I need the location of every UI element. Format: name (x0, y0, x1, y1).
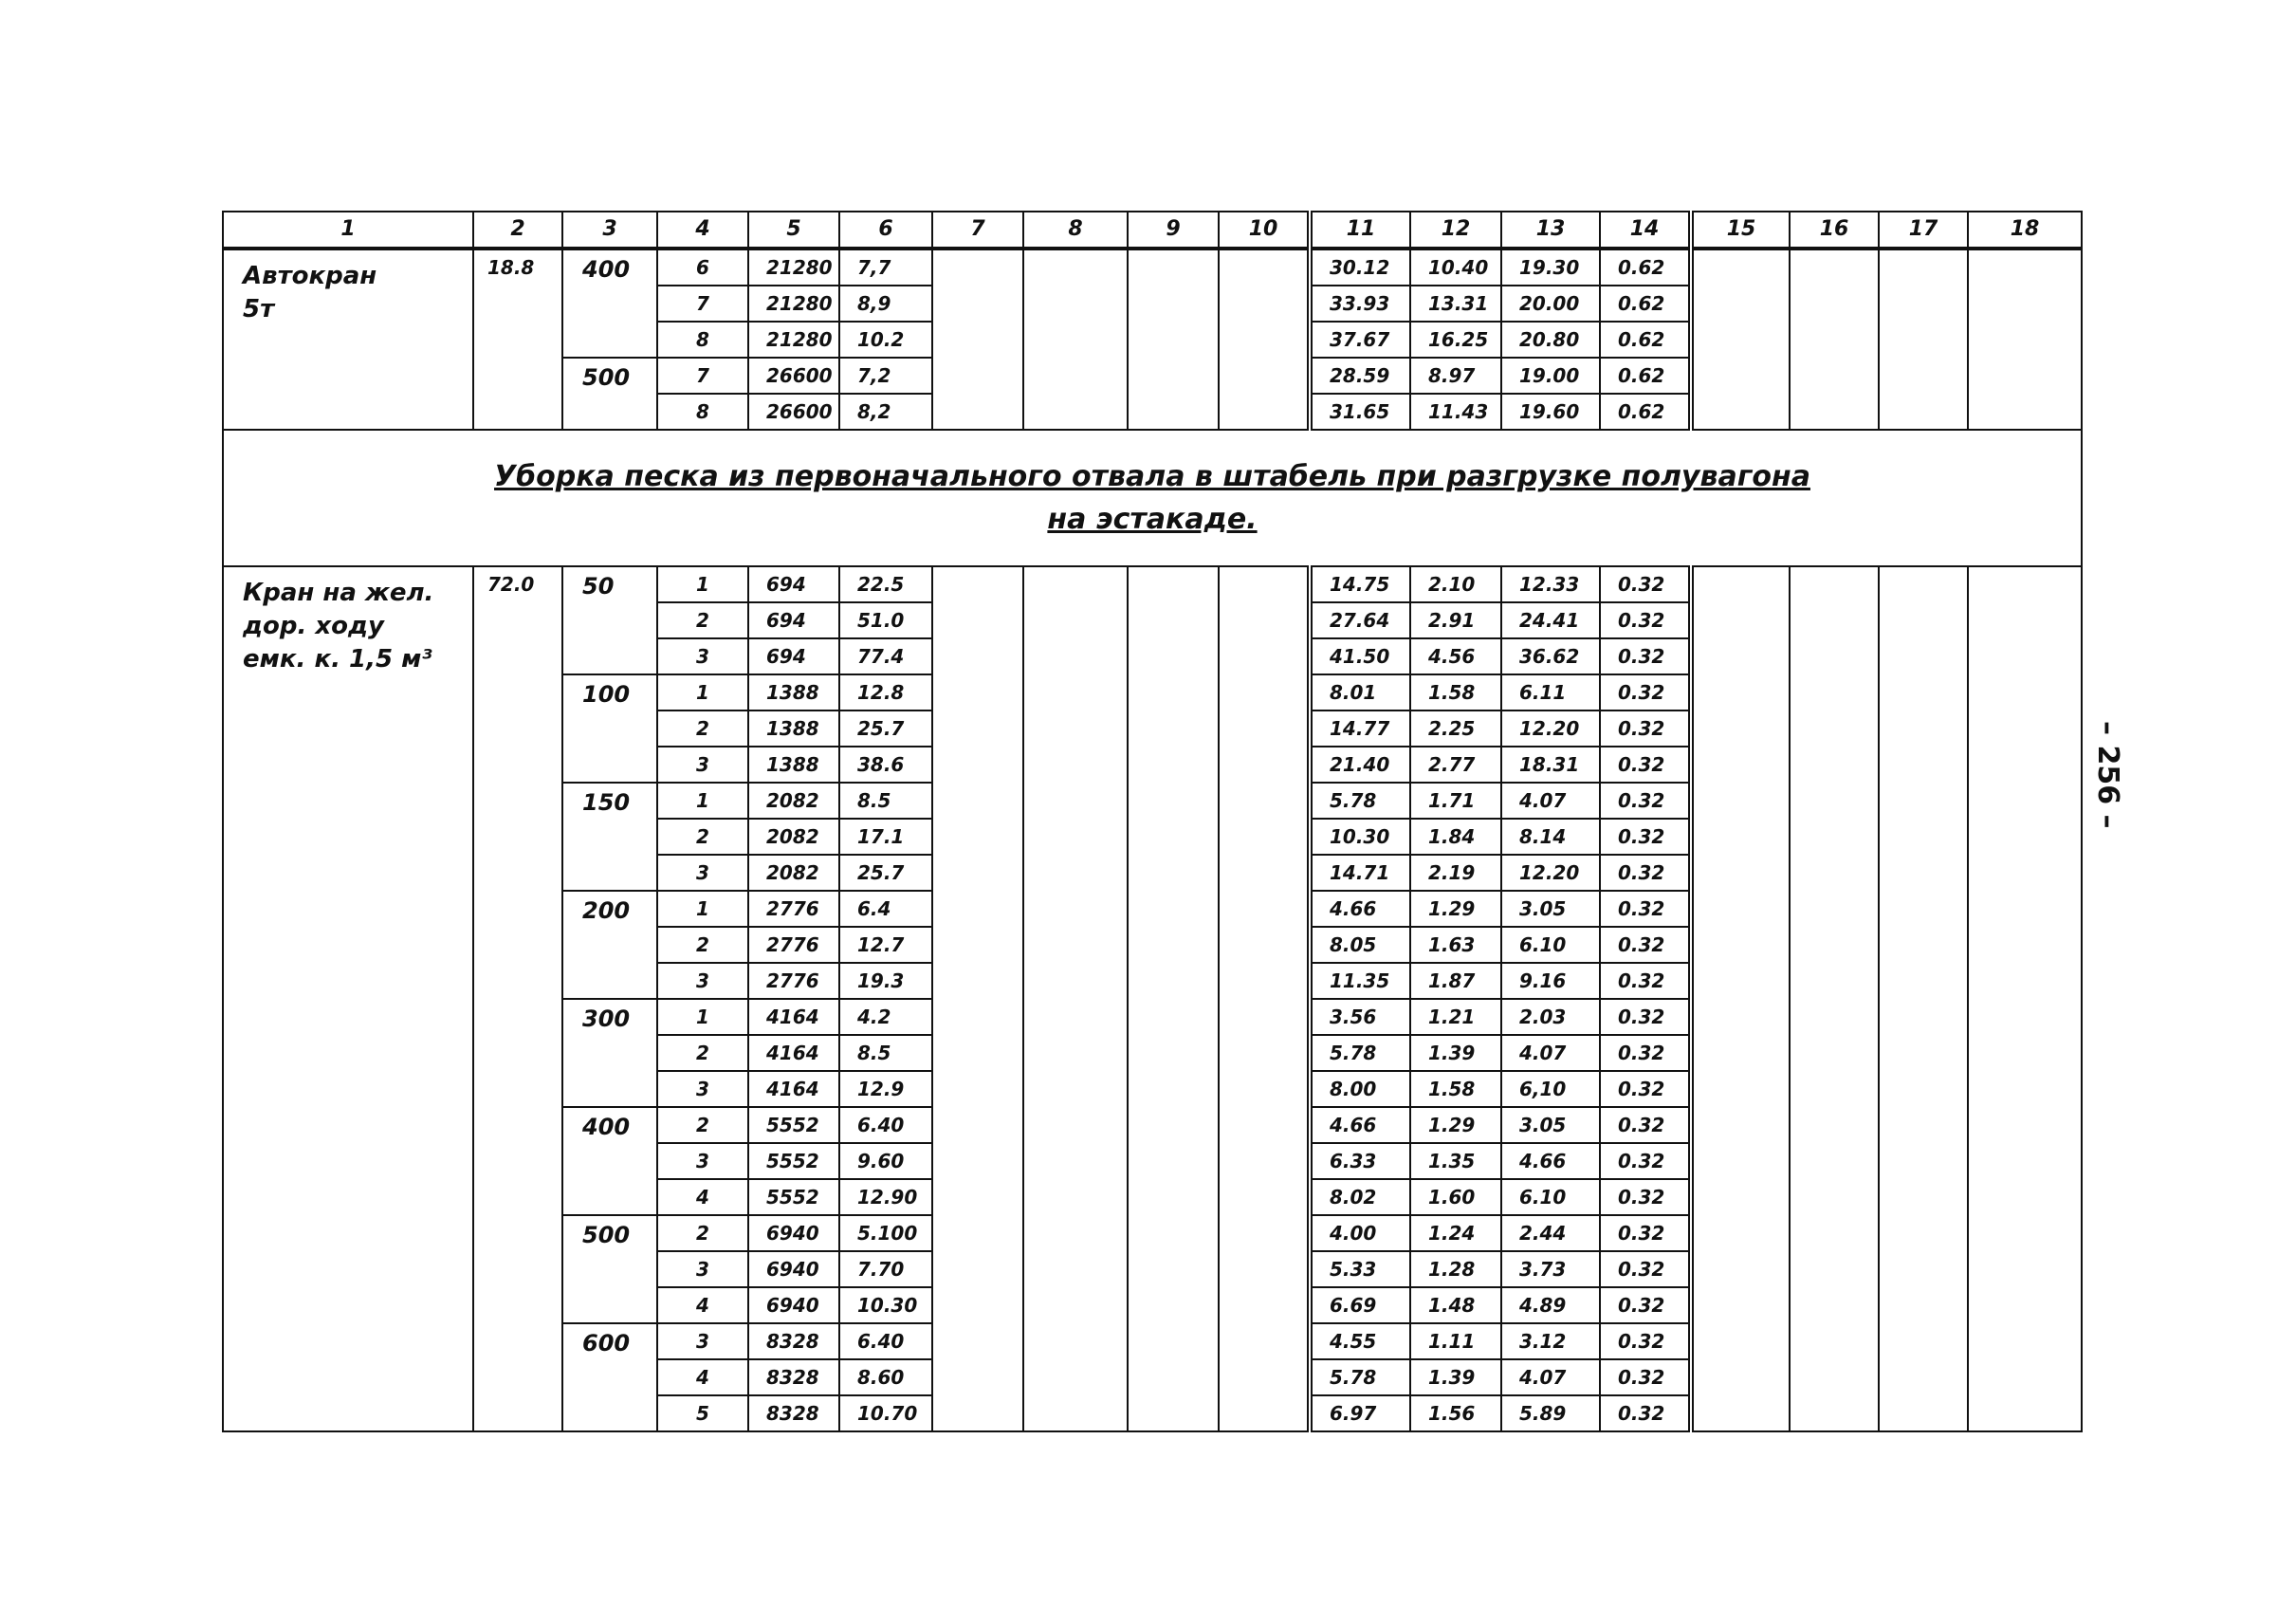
col5-value: 1388 (748, 674, 839, 710)
col6-value: 51.0 (839, 602, 932, 638)
col4-value: 1 (657, 783, 748, 819)
col12-value: 1.39 (1410, 1035, 1501, 1071)
col5-value: 694 (748, 602, 839, 638)
col11-value: 37.67 (1310, 322, 1410, 358)
col13-value: 4.07 (1501, 1035, 1600, 1071)
section-title-line: на эстакаде. (1047, 503, 1258, 536)
col6-value: 12.7 (839, 927, 932, 963)
col14-value: 0.32 (1600, 1359, 1691, 1395)
column-header: 10 (1219, 212, 1310, 249)
col4-value: 7 (657, 286, 748, 322)
col3-value: 500 (562, 1215, 657, 1323)
col6-value: 7,2 (839, 358, 932, 394)
col14-value: 0.32 (1600, 602, 1691, 638)
machine-name (223, 249, 473, 430)
col5-value: 8328 (748, 1359, 839, 1395)
section-title (223, 430, 2082, 566)
col13-value: 12.20 (1501, 710, 1600, 747)
col14-value: 0.32 (1600, 963, 1691, 999)
col6-value: 25.7 (839, 855, 932, 891)
col14-value: 0.62 (1600, 394, 1691, 430)
col14-value: 0.32 (1600, 1143, 1691, 1179)
col3-value: 600 (562, 1323, 657, 1431)
col4-value: 3 (657, 1251, 748, 1287)
col5-value: 2776 (748, 891, 839, 927)
empty-cell (1691, 566, 1790, 1431)
col13-value: 19.00 (1501, 358, 1600, 394)
col14-value: 0.32 (1600, 1215, 1691, 1251)
col4-value: 2 (657, 710, 748, 747)
col11-value: 27.64 (1310, 602, 1410, 638)
col12-value: 1.24 (1410, 1215, 1501, 1251)
col14-value: 0.62 (1600, 249, 1691, 286)
col13-value: 12.20 (1501, 855, 1600, 891)
col14-value: 0.32 (1600, 674, 1691, 710)
col4-value: 5 (657, 1395, 748, 1431)
col3-value: 500 (562, 358, 657, 430)
col4-value: 3 (657, 1071, 748, 1107)
col4-value: 3 (657, 1323, 748, 1359)
col4-value: 2 (657, 1107, 748, 1143)
col5-value: 21280 (748, 322, 839, 358)
col3-value: 50 (562, 566, 657, 674)
col11-value: 30.12 (1310, 249, 1410, 286)
col14-value: 0.32 (1600, 999, 1691, 1035)
col5-value: 1388 (748, 710, 839, 747)
column-header: 14 (1600, 212, 1691, 249)
col4-value: 2 (657, 1215, 748, 1251)
col11-value: 4.55 (1310, 1323, 1410, 1359)
col13-value: 4.07 (1501, 783, 1600, 819)
col12-value: 1.60 (1410, 1179, 1501, 1215)
col12-value: 1.35 (1410, 1143, 1501, 1179)
col5-value: 26600 (748, 394, 839, 430)
col4-value: 2 (657, 602, 748, 638)
col14-value: 0.32 (1600, 638, 1691, 674)
col5-value: 5552 (748, 1107, 839, 1143)
col11-value: 6.97 (1310, 1395, 1410, 1431)
col3-value: 100 (562, 674, 657, 783)
col5-value: 2082 (748, 783, 839, 819)
col6-value: 10.30 (839, 1287, 932, 1323)
col12-value: 2.19 (1410, 855, 1501, 891)
col12-value: 13.31 (1410, 286, 1501, 322)
empty-cell (1691, 249, 1790, 430)
col5-value: 694 (748, 566, 839, 602)
col11-value: 11.35 (1310, 963, 1410, 999)
empty-cell (1968, 249, 2082, 430)
col12-value: 1.11 (1410, 1323, 1501, 1359)
col13-value: 9.16 (1501, 963, 1600, 999)
col5-value: 1388 (748, 747, 839, 783)
col13-value: 12.33 (1501, 566, 1600, 602)
col12-value: 1.21 (1410, 999, 1501, 1035)
col12-value: 1.29 (1410, 891, 1501, 927)
empty-cell (932, 249, 1023, 430)
col5-value: 26600 (748, 358, 839, 394)
col12-value: 1.71 (1410, 783, 1501, 819)
machine-name-line: Автокран (243, 262, 377, 290)
col12-value: 1.56 (1410, 1395, 1501, 1431)
col4-value: 2 (657, 819, 748, 855)
col5-value: 6940 (748, 1215, 839, 1251)
col14-value: 0.32 (1600, 1251, 1691, 1287)
col14-value: 0.32 (1600, 855, 1691, 891)
column-header: 9 (1128, 212, 1219, 249)
empty-cell (1879, 566, 1968, 1431)
column-header: 13 (1501, 212, 1600, 249)
col11-value: 14.71 (1310, 855, 1410, 891)
col5-value: 5552 (748, 1179, 839, 1215)
col13-value: 4.66 (1501, 1143, 1600, 1179)
col13-value: 6.10 (1501, 927, 1600, 963)
table-row (223, 566, 2082, 602)
col6-value: 22.5 (839, 566, 932, 602)
column-header: 17 (1879, 212, 1968, 249)
col11-value: 6.33 (1310, 1143, 1410, 1179)
col6-value: 7.70 (839, 1251, 932, 1287)
col13-value: 6.11 (1501, 674, 1600, 710)
col14-value: 0.32 (1600, 1287, 1691, 1323)
col4-value: 2 (657, 1035, 748, 1071)
col13-value: 3.05 (1501, 891, 1600, 927)
col11-value: 8.01 (1310, 674, 1410, 710)
machine-name-line: Кран на жел. (243, 579, 434, 607)
col4-value: 2 (657, 927, 748, 963)
col11-value: 5.33 (1310, 1251, 1410, 1287)
col13-value: 3.12 (1501, 1323, 1600, 1359)
col14-value: 0.62 (1600, 286, 1691, 322)
col11-value: 28.59 (1310, 358, 1410, 394)
col11-value: 6.69 (1310, 1287, 1410, 1323)
col5-value: 8328 (748, 1323, 839, 1359)
col5-value: 4164 (748, 1071, 839, 1107)
col11-value: 8.05 (1310, 927, 1410, 963)
column-header: 15 (1691, 212, 1790, 249)
column-header: 3 (562, 212, 657, 249)
col4-value: 1 (657, 674, 748, 710)
col14-value: 0.32 (1600, 747, 1691, 783)
col5-value: 6940 (748, 1251, 839, 1287)
col14-value: 0.32 (1600, 1107, 1691, 1143)
col6-value: 38.6 (839, 747, 932, 783)
section-title-line: Уборка песка из первоначального отвала в штабель при разгрузке полувагона (494, 460, 1810, 493)
col11-value: 4.66 (1310, 891, 1410, 927)
col4-value: 8 (657, 322, 748, 358)
col11-value: 5.78 (1310, 1035, 1410, 1071)
column-header: 11 (1310, 212, 1410, 249)
norms-table (222, 211, 2083, 1432)
col2-value: 72.0 (473, 566, 562, 1431)
col4-value: 4 (657, 1359, 748, 1395)
col11-value: 33.93 (1310, 286, 1410, 322)
col12-value: 2.10 (1410, 566, 1501, 602)
col14-value: 0.32 (1600, 1395, 1691, 1431)
column-header: 1 (223, 212, 473, 249)
col6-value: 6.40 (839, 1107, 932, 1143)
col14-value: 0.32 (1600, 1071, 1691, 1107)
col13-value: 4.07 (1501, 1359, 1600, 1395)
col5-value: 2082 (748, 819, 839, 855)
empty-cell (932, 566, 1023, 1431)
col13-value: 36.62 (1501, 638, 1600, 674)
col11-value: 5.78 (1310, 783, 1410, 819)
col3-value: 200 (562, 891, 657, 999)
col11-value: 41.50 (1310, 638, 1410, 674)
col11-value: 5.78 (1310, 1359, 1410, 1395)
col5-value: 4164 (748, 1035, 839, 1071)
col14-value: 0.32 (1600, 927, 1691, 963)
col11-value: 4.66 (1310, 1107, 1410, 1143)
col11-value: 31.65 (1310, 394, 1410, 430)
col5-value: 4164 (748, 999, 839, 1035)
machine-name-line: 5т (243, 295, 275, 324)
column-header: 5 (748, 212, 839, 249)
col13-value: 6,10 (1501, 1071, 1600, 1107)
col12-value: 1.29 (1410, 1107, 1501, 1143)
col6-value: 10.70 (839, 1395, 932, 1431)
col6-value: 12.90 (839, 1179, 932, 1215)
col12-value: 4.56 (1410, 638, 1501, 674)
col4-value: 4 (657, 1287, 748, 1323)
col13-value: 24.41 (1501, 602, 1600, 638)
machine-name (223, 566, 473, 1431)
col4-value: 1 (657, 566, 748, 602)
col6-value: 77.4 (839, 638, 932, 674)
col4-value: 3 (657, 855, 748, 891)
table-body (223, 212, 2082, 1431)
col14-value: 0.32 (1600, 1323, 1691, 1359)
col5-value: 2776 (748, 927, 839, 963)
col6-value: 19.3 (839, 963, 932, 999)
col13-value: 19.60 (1501, 394, 1600, 430)
column-header: 6 (839, 212, 932, 249)
empty-cell (1023, 566, 1128, 1431)
col14-value: 0.32 (1600, 1179, 1691, 1215)
col11-value: 14.75 (1310, 566, 1410, 602)
col5-value: 6940 (748, 1287, 839, 1323)
col3-value: 150 (562, 783, 657, 891)
column-header: 18 (1968, 212, 2082, 249)
empty-cell (1219, 249, 1310, 430)
col11-value: 4.00 (1310, 1215, 1410, 1251)
col12-value: 16.25 (1410, 322, 1501, 358)
col14-value: 0.32 (1600, 891, 1691, 927)
col6-value: 25.7 (839, 710, 932, 747)
empty-cell (1968, 566, 2082, 1431)
col11-value: 8.00 (1310, 1071, 1410, 1107)
col13-value: 4.89 (1501, 1287, 1600, 1323)
col6-value: 10.2 (839, 322, 932, 358)
empty-cell (1128, 249, 1219, 430)
col12-value: 1.58 (1410, 1071, 1501, 1107)
col12-value: 11.43 (1410, 394, 1501, 430)
col4-value: 3 (657, 963, 748, 999)
col13-value: 3.73 (1501, 1251, 1600, 1287)
col12-value: 1.63 (1410, 927, 1501, 963)
col12-value: 8.97 (1410, 358, 1501, 394)
col6-value: 5.100 (839, 1215, 932, 1251)
col4-value: 1 (657, 891, 748, 927)
col11-value: 14.77 (1310, 710, 1410, 747)
col5-value: 2776 (748, 963, 839, 999)
col6-value: 8.5 (839, 1035, 932, 1071)
col14-value: 0.62 (1600, 358, 1691, 394)
col6-value: 8.5 (839, 783, 932, 819)
empty-cell (1879, 249, 1968, 430)
machine-name-line: емк. к. 1,5 м³ (243, 645, 432, 674)
col14-value: 0.32 (1600, 566, 1691, 602)
col11-value: 21.40 (1310, 747, 1410, 783)
empty-cell (1219, 566, 1310, 1431)
col13-value: 8.14 (1501, 819, 1600, 855)
col6-value: 4.2 (839, 999, 932, 1035)
header-row (223, 212, 2082, 249)
col6-value: 8,2 (839, 394, 932, 430)
empty-cell (1790, 566, 1879, 1431)
col12-value: 1.87 (1410, 963, 1501, 999)
col2-value: 18.8 (473, 249, 562, 430)
col5-value: 694 (748, 638, 839, 674)
col5-value: 21280 (748, 249, 839, 286)
col13-value: 2.03 (1501, 999, 1600, 1035)
empty-cell (1128, 566, 1219, 1431)
col3-value: 300 (562, 999, 657, 1107)
column-header: 2 (473, 212, 562, 249)
col6-value: 6.40 (839, 1323, 932, 1359)
col13-value: 18.31 (1501, 747, 1600, 783)
col4-value: 8 (657, 394, 748, 430)
table-row (223, 249, 2082, 286)
col13-value: 5.89 (1501, 1395, 1600, 1431)
col5-value: 2082 (748, 855, 839, 891)
col6-value: 7,7 (839, 249, 932, 286)
empty-cell (1790, 249, 1879, 430)
col6-value: 8.60 (839, 1359, 932, 1395)
col4-value: 3 (657, 638, 748, 674)
col12-value: 1.28 (1410, 1251, 1501, 1287)
col11-value: 8.02 (1310, 1179, 1410, 1215)
col12-value: 1.84 (1410, 819, 1501, 855)
col11-value: 10.30 (1310, 819, 1410, 855)
col6-value: 8,9 (839, 286, 932, 322)
col11-value: 3.56 (1310, 999, 1410, 1035)
column-header: 7 (932, 212, 1023, 249)
col13-value: 6.10 (1501, 1179, 1600, 1215)
col12-value: 1.39 (1410, 1359, 1501, 1395)
col14-value: 0.32 (1600, 710, 1691, 747)
col6-value: 9.60 (839, 1143, 932, 1179)
col4-value: 1 (657, 999, 748, 1035)
col13-value: 20.00 (1501, 286, 1600, 322)
col14-value: 0.32 (1600, 819, 1691, 855)
col3-value: 400 (562, 249, 657, 358)
column-header: 16 (1790, 212, 1879, 249)
col13-value: 3.05 (1501, 1107, 1600, 1143)
empty-cell (1023, 249, 1128, 430)
col5-value: 5552 (748, 1143, 839, 1179)
col12-value: 2.91 (1410, 602, 1501, 638)
col12-value: 1.48 (1410, 1287, 1501, 1323)
col3-value: 400 (562, 1107, 657, 1215)
column-header: 12 (1410, 212, 1501, 249)
section-title-row (223, 430, 2082, 566)
col13-value: 20.80 (1501, 322, 1600, 358)
col4-value: 4 (657, 1179, 748, 1215)
col12-value: 2.77 (1410, 747, 1501, 783)
col6-value: 12.9 (839, 1071, 932, 1107)
col12-value: 10.40 (1410, 249, 1501, 286)
col12-value: 1.58 (1410, 674, 1501, 710)
col6-value: 6.4 (839, 891, 932, 927)
col4-value: 3 (657, 1143, 748, 1179)
col14-value: 0.32 (1600, 1035, 1691, 1071)
col6-value: 12.8 (839, 674, 932, 710)
col6-value: 17.1 (839, 819, 932, 855)
col5-value: 8328 (748, 1395, 839, 1431)
col4-value: 6 (657, 249, 748, 286)
col14-value: 0.62 (1600, 322, 1691, 358)
col4-value: 7 (657, 358, 748, 394)
column-header: 4 (657, 212, 748, 249)
col4-value: 3 (657, 747, 748, 783)
col14-value: 0.32 (1600, 783, 1691, 819)
col12-value: 2.25 (1410, 710, 1501, 747)
machine-name-line: дор. ходу (243, 612, 384, 641)
page-number: – 256 – (2091, 721, 2124, 829)
col13-value: 19.30 (1501, 249, 1600, 286)
col5-value: 21280 (748, 286, 839, 322)
col13-value: 2.44 (1501, 1215, 1600, 1251)
column-header: 8 (1023, 212, 1128, 249)
